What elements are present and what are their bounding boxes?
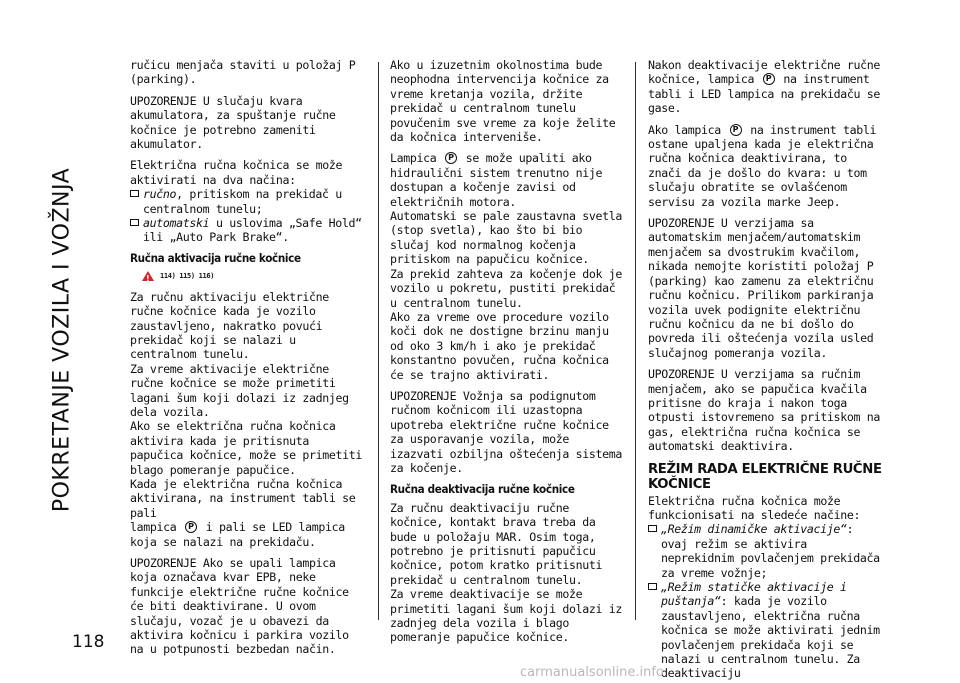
text-fragment: i pali se LED lampica koja se nalazi na prekidaču. [130, 520, 345, 549]
list-item-text: : kada je vozilo zaustavljeno, električna ručna kočnica se može aktivirati jednim povlačenjem prekidača koji se nalazi u centralnom tunelu. Za deaktivaciju [661, 594, 880, 681]
paragraph: ručicu menjača staviti u položaj P (parking). [130, 58, 356, 87]
text-fragment: se može upaliti ako hidraulični sistem trenutno nije dostupan a kočenje zavisi od električnih motora. [390, 151, 603, 209]
paragraph [130, 520, 368, 549]
list-item [648, 580, 886, 681]
section-heading: REŽIM RADA ELEKTRIČNE RUČNE KOČNICE [648, 461, 882, 492]
paragraph: Za vreme aktivacije električne ručne kočnice se može primetiti lagani šum koji dolazi iz zadnjeg dela vozila. [130, 361, 349, 419]
warning-paragraph: UPOZORENJE U slučaju kvara akumulatora, za spuštanje ručne kočnice je potrebno zameniti akumulator. [130, 93, 336, 152]
warning-reference-numbers: 114) 115) 116) [160, 272, 215, 281]
paragraph: Ako u izuzetnim okolnostima bude neophodna intervencija kočnice za vreme kretanja vozila, držite prekidač u centralnom tunelu povučenim sve vreme za koje želite da kočnica interveniše. [390, 58, 616, 145]
list-item-emphasis: „Režim statičke aktivacije i puštanja“ [661, 580, 847, 609]
text-fragment: na instrument tabli ostane upaljena kada je električna ručna kočnica deaktivirana, to znači da je došlo do kvara: u tom slučaju obratite se ovlašćenom servisu za vozila marke Jeep. [648, 122, 877, 209]
text-column-3 [648, 58, 886, 681]
list-item-text: : ovaj režim se aktivira neprekidnim povlačenjem prekidača za vreme vožnje; [661, 522, 880, 580]
text-fragment: na instrument tabli i LED lampica na prekidaču se gase. [648, 72, 881, 116]
chapter-side-title: POKRETANJE VOZILA I VOŽNJA [49, 167, 75, 513]
parking-brake-lamp-icon [730, 124, 742, 136]
text-fragment: Nakon deaktivacije električne ručne kočnice, lampica [648, 58, 881, 87]
paragraph: Za ručnu aktivaciju električne ručne kočnice kada je vozilo zaustavljeno, nakratko povući prekidač koji se nalazi u centralnom tunelu. [130, 289, 329, 362]
square-bullet-icon [648, 525, 657, 532]
paragraph: Automatski se pale zaustavna svetla (stop svetla), kao što bi bio slučaj kod normalnog kočenja pritiskom na papučicu kočnice. [390, 209, 623, 267]
paragraph: Za vreme deaktivacije se može primetiti lagani šum koji dolazi iz zadnjeg dela vozila i blago pomeranje papučice kočnice. [390, 587, 623, 645]
list-item [648, 522, 886, 580]
square-bullet-icon [130, 219, 139, 226]
list-item-text: , pritiskom na prekidač u centralnom tunelu; [143, 187, 342, 216]
paragraph: Električna ručna kočnica može funkcionisati na sledeće načine: [648, 493, 861, 522]
paragraph [390, 151, 628, 209]
paragraph: Ako se električna ručna kočnica aktivira kada je pritisnuta papučica kočnice, može se primetiti blago pomeranje papučice. [130, 419, 363, 477]
paragraph: Za prekid zahteva za kočenje dok je vozilo u pokretu, pustiti prekidač u centralnom tunelu. [390, 266, 623, 310]
watermark: carmanualsonline.info [520, 665, 664, 680]
column-divider [635, 62, 636, 620]
text-fragment: Ako lampica [648, 122, 721, 137]
paragraph [648, 123, 886, 209]
paragraph: Električna ručna kočnica se može aktivirati na dva načina: [130, 158, 343, 187]
list-item [130, 216, 368, 245]
parking-brake-lamp-icon [445, 152, 457, 164]
list-item-emphasis: „Režim dinamičke aktivacije“ [661, 522, 847, 537]
list-item-emphasis: automatski [143, 216, 210, 231]
warning-triangle-icon [142, 271, 154, 281]
list-item-text: u uslovima „Safe Hold“ ili „Auto Park Brake“. [143, 216, 362, 245]
column-divider [378, 62, 379, 620]
parking-brake-lamp-icon [185, 521, 197, 533]
paragraph: Kada je električna ručna kočnica aktivirana, na instrument tabli se pali [130, 476, 356, 520]
text-column-2 [390, 58, 628, 652]
paragraph: Za ručnu deaktivaciju ručne kočnice, kontakt brava treba da bude u položaju MAR. Osim toga, potrebno je pritisnuti papučicu kočnice, potom kratko pritisnuti prekidač u centralnom tunelu. [390, 500, 603, 587]
warning-paragraph: UPOZORENJE U verzijama sa automatskim menjačem/automatskim menjačem sa dvostrukim kvačilom, nikada nemojte koristiti položaj P (parking) kao zamenu za električnu ručnu kočnicu. Prilikom parkiranja vozila uvek podignite električnu ručnu kočnicu da ne bi došlo do povreda ili oštećenja vozila usled slučajnog pomeranja vozila. [648, 216, 874, 360]
list-item-emphasis: ručno [143, 187, 177, 202]
warning-paragraph: UPOZORENJE Ako se upali lampica koja označava kvar EPB, neke funkcije električne ručne kočnice će biti deaktivirane. U ovom slučaju, vozač je u obavezi da aktivira kočnicu i parkira vozilo na u potpunosti bezbedan način. [130, 556, 349, 657]
section-heading: Ručna aktivacija ručne kočnice [130, 250, 301, 265]
list-item [130, 187, 368, 216]
square-bullet-icon [130, 190, 139, 197]
warning-references [142, 269, 368, 283]
parking-brake-lamp-icon [763, 73, 775, 85]
square-bullet-icon [648, 583, 657, 590]
paragraph: Ako za vreme ove procedure vozilo koči dok ne dostigne brzinu manju od oko 3 km/h i ako je prekidač konstantno povučen, ručna kočnica će se trajno aktivirati. [390, 309, 609, 382]
paragraph [648, 58, 886, 116]
text-fragment: Lampica [390, 151, 437, 166]
section-heading: Ručna deaktivacija ručne kočnice [390, 482, 575, 497]
text-column-1 [130, 58, 368, 664]
warning-paragraph: UPOZORENJE U verzijama sa ručnim menjačem, ako se papučica kvačila pritisne do kraja i nakon toga otpusti istovremeno sa pritiskom na gas, električna ručna kočnica se automatski deaktivira. [648, 367, 881, 454]
warning-paragraph: UPOZORENJE Vožnja sa podignutom ručnom kočnicom ili uzastopna upotreba električne ručne kočnice za usporavanje vozila, može izazvati ozbiljna oštećenja sistema za kočenje. [390, 388, 623, 475]
page-number: 118 [72, 632, 105, 652]
text-fragment: lampica [130, 520, 177, 535]
